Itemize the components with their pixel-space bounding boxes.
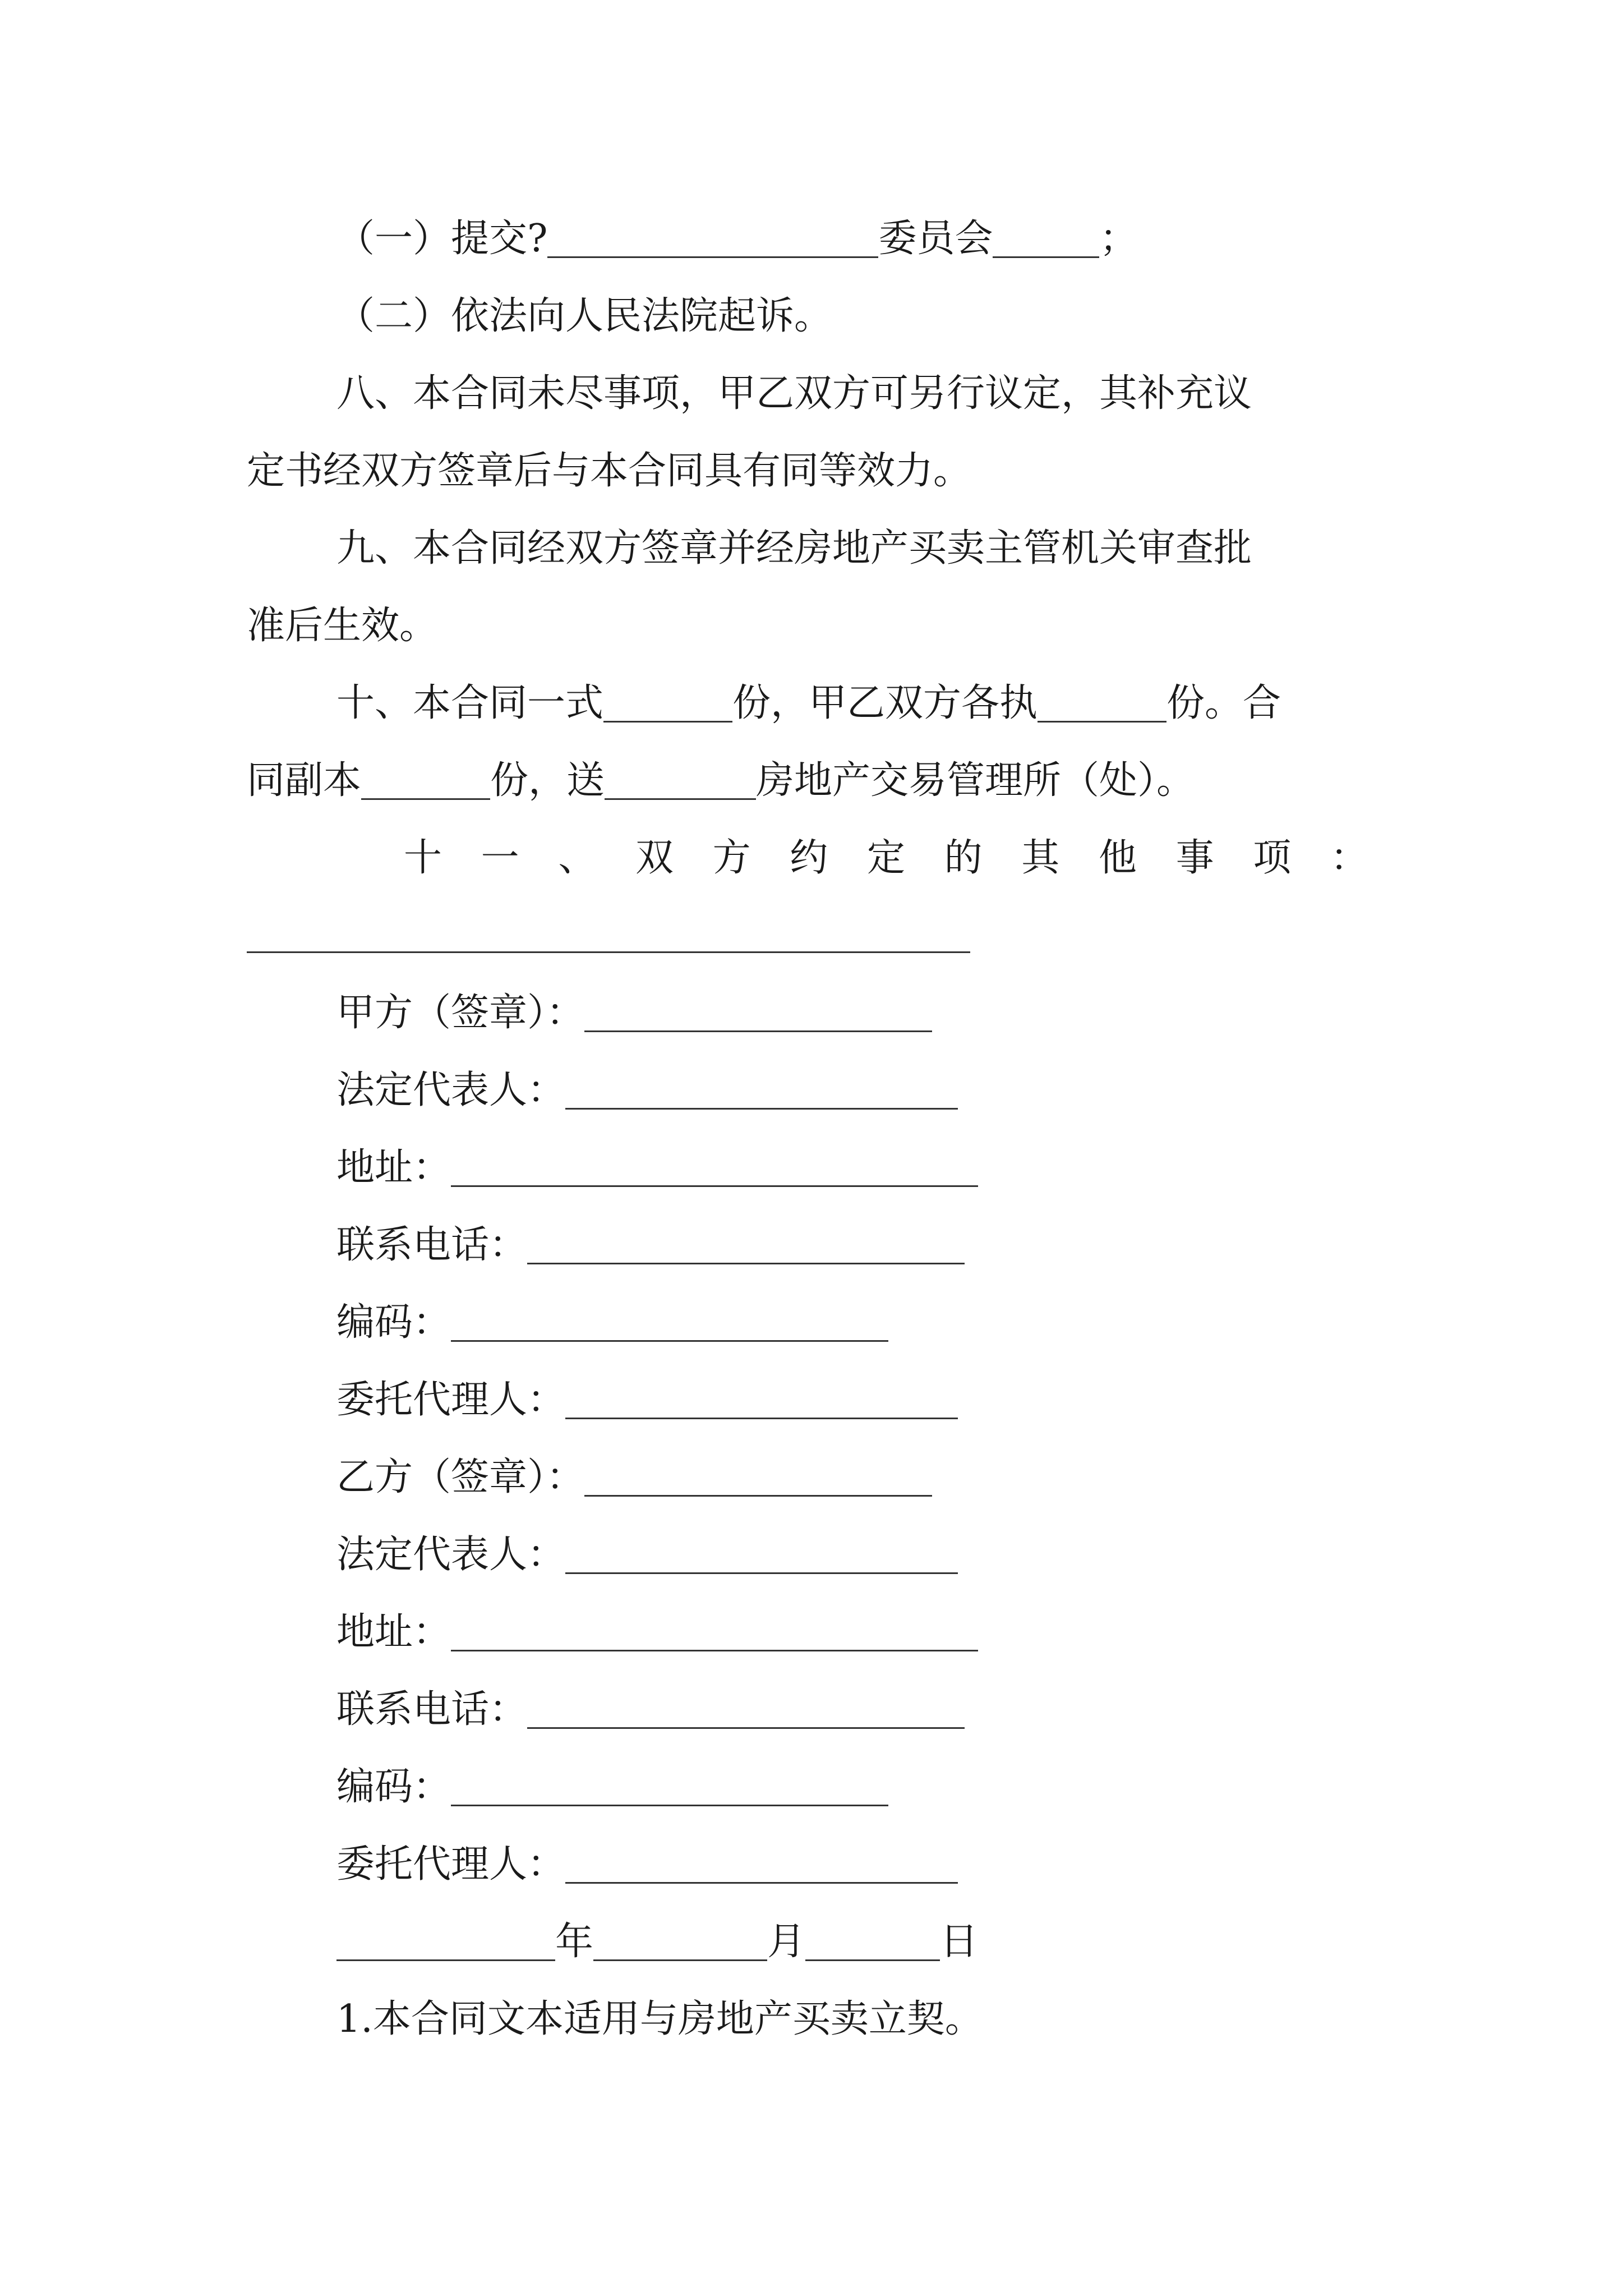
party-a-phone-label: 联系电话： [336,1223,528,1267]
day-label: 日 [940,1920,979,1964]
party-b-phone-label: 联系电话： [336,1687,528,1732]
party-b-phone-blank[interactable] [527,1696,965,1729]
party-a-code-label: 编码： [336,1300,451,1345]
arbitration-extra-blank[interactable] [993,225,1099,258]
clause-11-char: 十 [404,836,442,880]
clause-11-char: 定 [866,836,905,880]
party-b-agent-blank[interactable] [565,1851,958,1884]
send-to-office-blank[interactable] [605,767,756,800]
clause-10-part-3: 份。合 [1166,681,1281,725]
party-b-code-row [336,1765,888,1809]
party-a-address-blank[interactable] [451,1154,978,1187]
clause-11-char: 约 [790,836,828,880]
other-matters-blank[interactable] [247,920,970,953]
clause-9-line-2: 准后生效。 [247,604,438,648]
arbitration-item-1 [336,217,1138,261]
party-a-seal-row [336,991,932,1035]
clause-10-part-2: 份，甲乙双方各执 [732,681,1038,725]
clause-11-char: 项 [1253,836,1292,880]
party-b-legal-rep-label: 法定代表人： [336,1533,566,1577]
party-a-phone-row [336,1223,965,1267]
party-a-code-blank[interactable] [451,1309,888,1342]
party-b-address-blank[interactable] [451,1618,978,1651]
clause-11-heading [404,836,1368,880]
party-b-legal-rep-row [336,1533,958,1577]
clause-10-part-6: 房地产交易管理所（处）。 [756,758,1195,803]
party-a-address-label: 地址： [336,1145,451,1190]
party-a-seal-blank[interactable] [584,999,932,1032]
party-a-address-row [336,1145,978,1190]
arbitration-item-2: （二）依法向人民法院起诉。 [336,294,833,338]
arbitration-item-1-end: ； [1099,217,1138,261]
clause-11-char: ： [1330,836,1368,880]
party-b-seal-blank[interactable] [584,1464,932,1497]
note-1: 1.本合同文本适用与房地产买卖立契。 [336,1997,983,2041]
clause-11-char: 方 [712,836,751,880]
clause-11-char: 的 [944,836,983,880]
party-b-address-row [336,1610,978,1654]
clause-11-char: 双 [635,836,674,880]
day-blank[interactable] [805,1928,940,1961]
arbitration-item-1-prefix: （一）提交? [336,217,548,261]
clause-11-char: 一 [481,836,519,880]
clause-11-char: 其 [1021,836,1060,880]
copies-total-blank[interactable] [603,689,732,723]
copies-duplicate-blank[interactable] [361,767,490,800]
signing-date-row [336,1920,979,1964]
copies-each-blank[interactable] [1038,689,1166,723]
party-b-address-label: 地址： [336,1610,451,1654]
arbitration-body-blank[interactable] [547,225,878,258]
clause-11-char: 事 [1175,836,1214,880]
party-b-seal-row [336,1455,932,1499]
year-label: 年 [555,1920,594,1964]
party-a-agent-row [336,1378,958,1422]
party-a-seal-label: 甲方（签章）： [336,991,585,1035]
month-label: 月 [767,1920,806,1964]
clause-10-part-1: 十、本合同一式 [336,681,604,725]
party-b-legal-rep-blank[interactable] [565,1541,958,1574]
party-a-legal-rep-label: 法定代表人： [336,1068,566,1112]
clause-10-part-4: 同副本 [247,758,362,803]
party-a-legal-rep-blank[interactable] [565,1076,958,1110]
party-b-agent-row [336,1842,958,1887]
clause-11-char: 、 [558,836,597,880]
clause-8-line-2: 定书经双方签章后与本合同具有同等效力。 [247,449,972,493]
party-b-seal-label: 乙方（签章）： [336,1455,585,1499]
party-a-agent-blank[interactable] [565,1386,958,1419]
party-b-code-blank[interactable] [451,1773,888,1806]
month-blank[interactable] [593,1928,767,1961]
arbitration-item-1-middle: 委员会 [878,217,993,261]
clause-10-part-5: 份，送 [490,758,605,803]
other-matters-blank-row [247,920,970,953]
clause-9-line-1: 九、本合同经双方签章并经房地产买卖主管机关审查批 [336,526,1252,570]
party-b-agent-label: 委托代理人： [336,1842,566,1887]
party-a-code-row [336,1300,888,1345]
year-blank[interactable] [336,1928,555,1961]
party-b-phone-row [336,1687,965,1732]
clause-8-line-1: 八、本合同未尽事项，甲乙双方可另行议定，其补充议 [336,371,1252,416]
party-b-code-label: 编码： [336,1765,451,1809]
party-a-agent-label: 委托代理人： [336,1378,566,1422]
clause-10-line-2 [247,758,1195,803]
clause-11-char: 他 [1098,836,1137,880]
party-a-legal-rep-row [336,1068,958,1112]
party-a-phone-blank[interactable] [527,1231,965,1264]
clause-10-line-1 [336,681,1281,725]
